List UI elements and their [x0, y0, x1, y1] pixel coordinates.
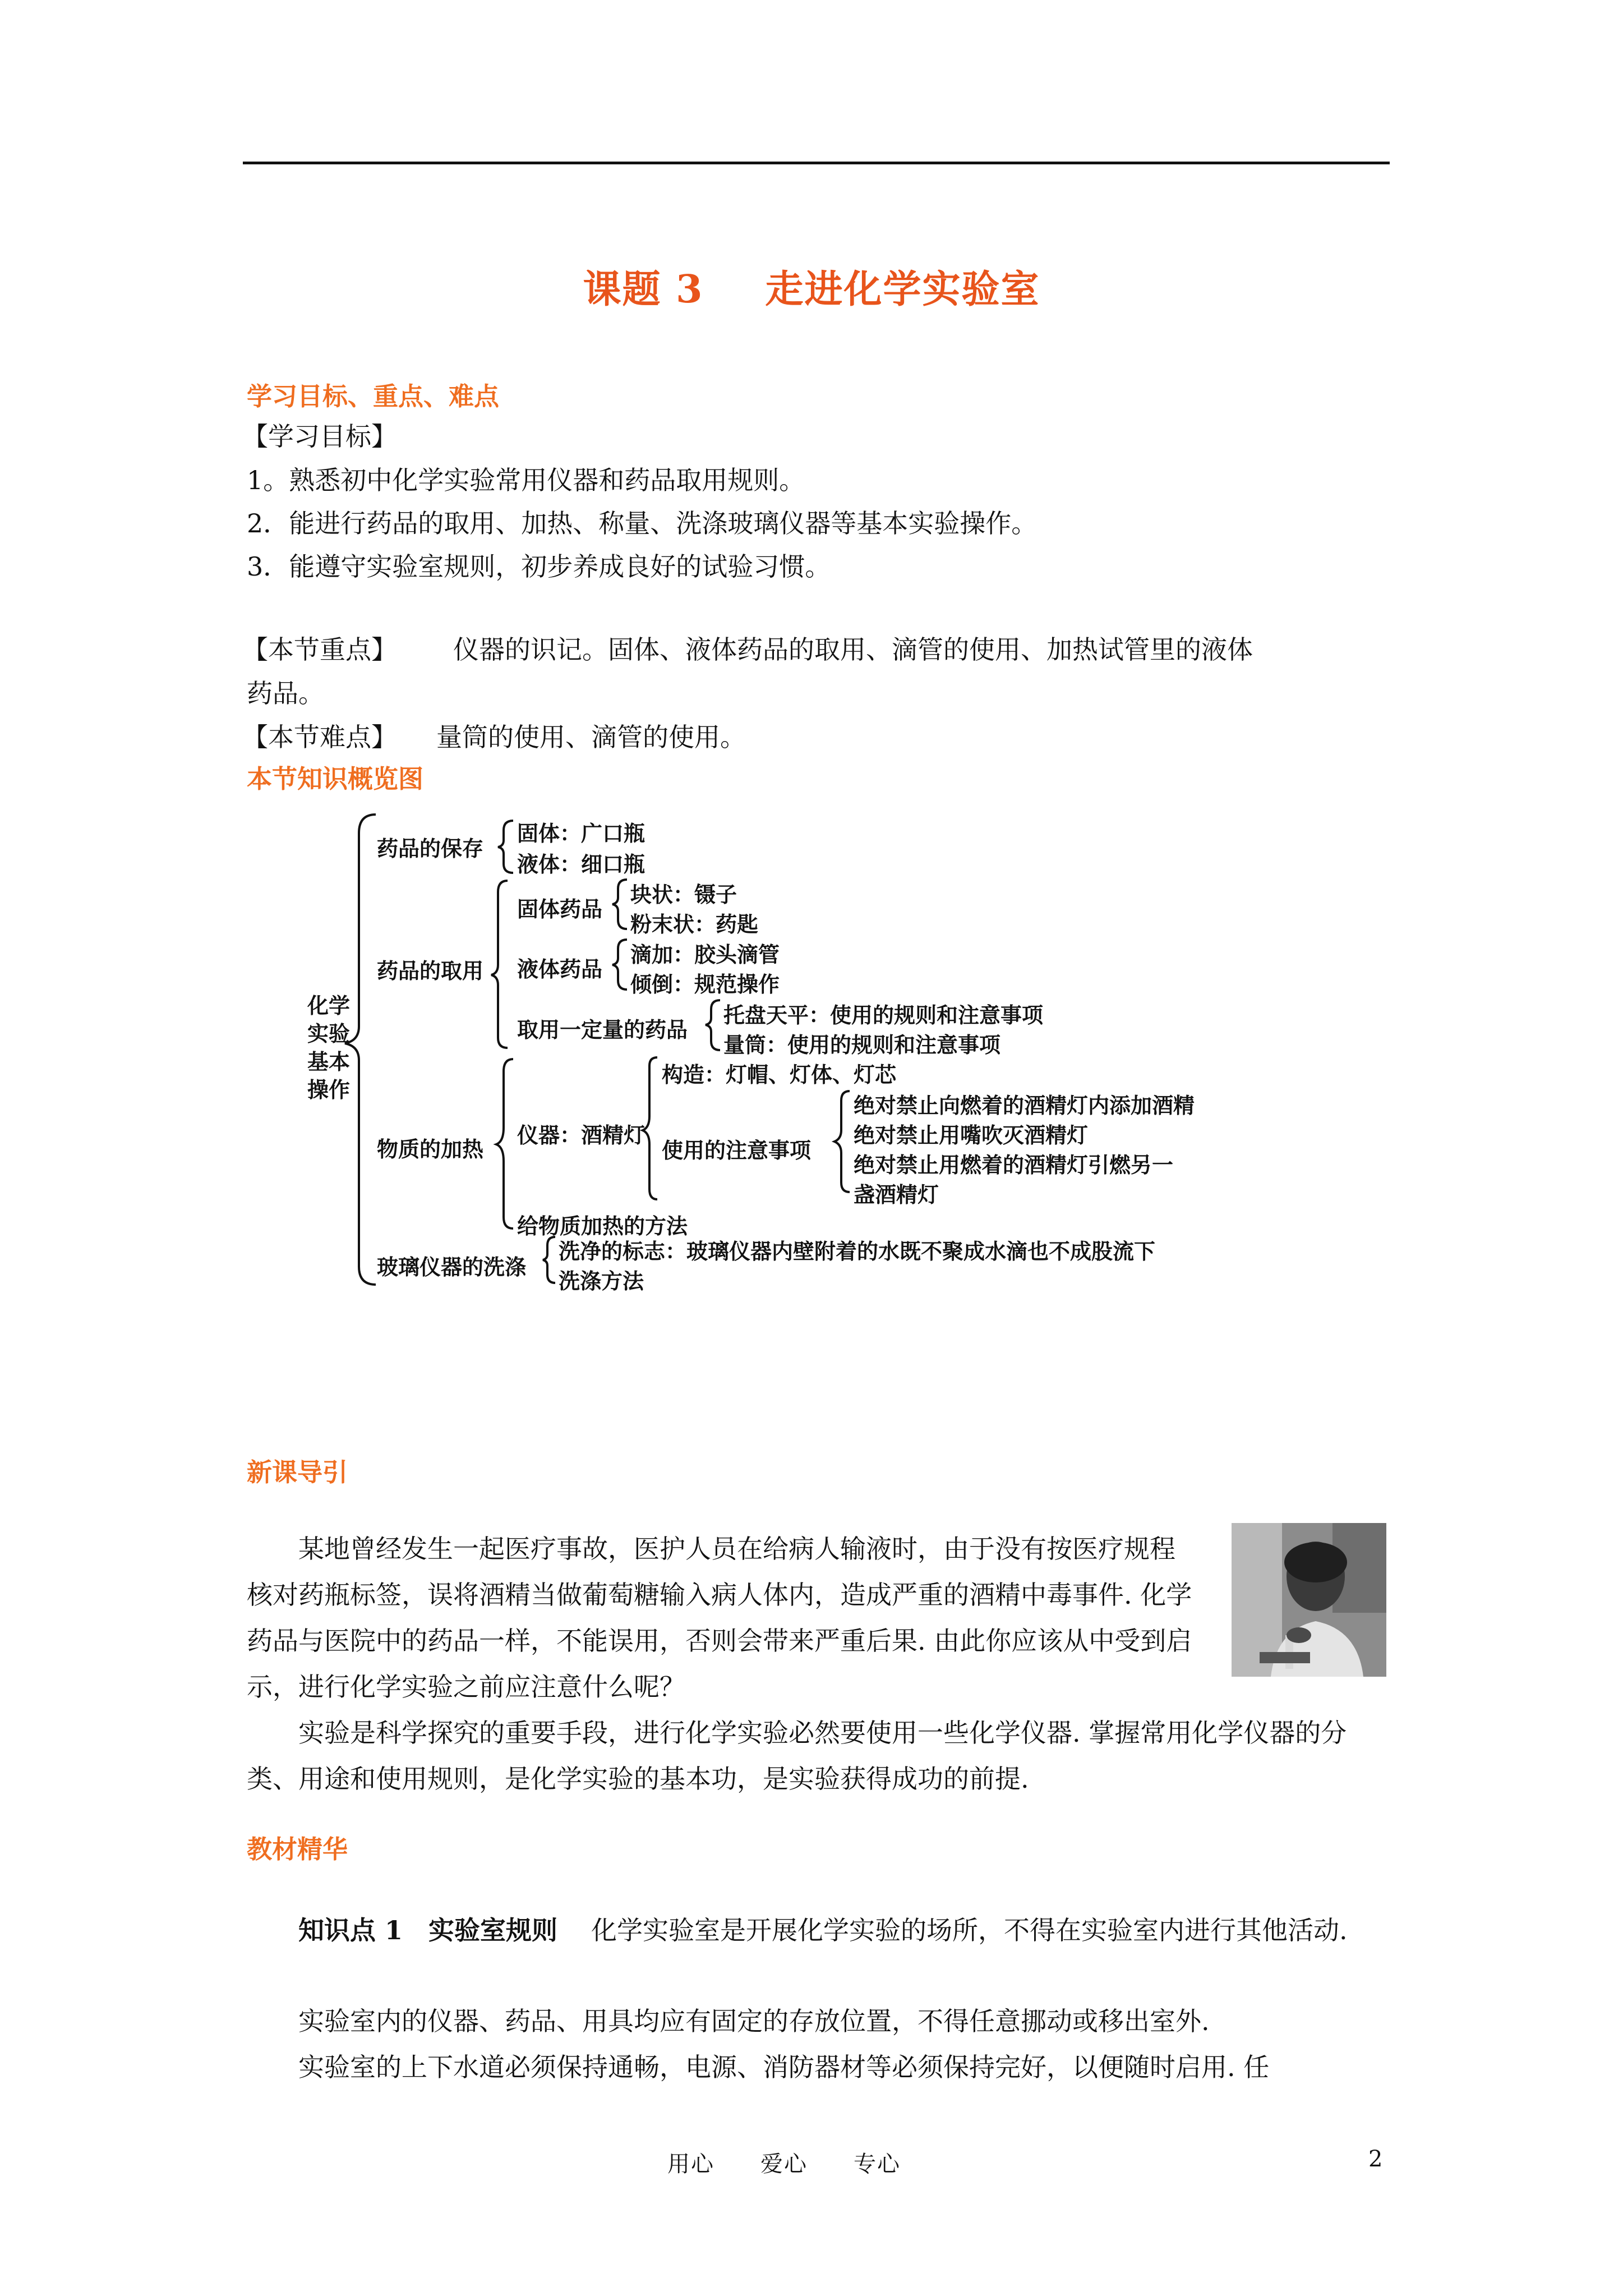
node-liquid: 液体药品 [517, 957, 603, 982]
node-note-2: 绝对禁止用嘴吹灭酒精灯 [854, 1123, 1089, 1148]
difficulty-text: 量筒的使用、滴管的使用。 [436, 722, 746, 752]
page-number: 2 [1368, 2146, 1383, 2172]
root-line-3: 基本 [307, 1050, 351, 1074]
rule-paragraph-2 [247, 2044, 1391, 2090]
overview-heading: 本节知识概览图 [247, 764, 424, 794]
node-heating: 物质的加热 [377, 1137, 484, 1162]
kp1-label: 知识点 1 实验室规则 [298, 1915, 558, 1945]
focus-label: 【本节重点】 [242, 634, 397, 665]
node-structure: 构造：灯帽、灯体、灯芯 [662, 1062, 897, 1087]
node-method: 给物质加热的方法 [517, 1214, 688, 1239]
page-footer [667, 2146, 947, 2178]
intro-paragraph-1 [247, 1526, 1200, 1710]
photo-image [1232, 1523, 1386, 1677]
node-note-3a: 绝对禁止用燃着的酒精灯引燃另一 [854, 1153, 1174, 1177]
footer-word-1: 用心 [667, 2151, 714, 2177]
goals-label: 【学习目标】 [242, 421, 397, 452]
root-line-4: 操作 [307, 1078, 351, 1102]
rule-text-2: 实验室的上下水道必须保持通畅，电源、消防器材等必须保持完好，以便随时启用. 任 [298, 2052, 1270, 2082]
rule-text-1: 实验室内的仪器、药品、用具均应有固定的存放位置，不得任意挪动或移出室外. [298, 2006, 1210, 2036]
goal-3: 3．能遵守实验室规则，初步养成良好的试验习惯。 [247, 551, 831, 582]
node-liquid-drop: 滴加：胶头滴管 [630, 942, 780, 967]
node-note-3b: 盏酒精灯 [854, 1182, 939, 1207]
rule-paragraph-1 [247, 1998, 1391, 2044]
focus-text-cont: 药品。 [247, 678, 324, 708]
essence-heading: 教材精华 [247, 1834, 348, 1864]
node-wash-method: 洗涤方法 [559, 1269, 644, 1294]
scientist-photo [1232, 1523, 1386, 1677]
node-solid: 固体药品 [517, 897, 603, 922]
root-line-2: 实验 [307, 1022, 351, 1046]
root-line-1: 化学 [307, 993, 351, 1018]
node-clean-mark: 洗净的标志：玻璃仪器内壁附着的水既不聚成水滴也不成股流下 [559, 1239, 1156, 1264]
goals-heading: 学习目标、重点、难点 [247, 381, 500, 411]
node-balance: 托盘天平：使用的规则和注意事项 [723, 1003, 1044, 1028]
node-solid-block: 块状：镊子 [630, 882, 737, 907]
node-taking: 药品的取用 [377, 959, 484, 983]
node-washing: 玻璃仪器的洗涤 [377, 1255, 527, 1280]
node-storage-solid: 固体：广口瓶 [517, 821, 645, 846]
difficulty-label: 【本节难点】 [242, 722, 397, 752]
goal-2: 2．能进行药品的取用、加热、称量、洗涤玻璃仪器等基本实验操作。 [247, 508, 1038, 539]
footer-word-2: 爱心 [760, 2151, 808, 2177]
node-liquid-pour: 倾倒：规范操作 [630, 972, 780, 997]
lesson-title: 走进化学实验室 [765, 267, 1040, 312]
goal-1: 1。熟悉初中化学实验常用仪器和药品取用规则。 [247, 465, 805, 495]
node-storage: 药品的保存 [377, 836, 484, 861]
node-notes: 使用的注意事项 [662, 1138, 811, 1163]
knowledge-point-1 [247, 1907, 1391, 1953]
intro-text-1: 某地曾经发生一起医疗事故，医护人员在给病人输液时，由于没有按医疗规程核对药瓶标签，误将酒精当做葡萄糖输入病人体内，造成严重的酒精中毒事件. 化学药品与医院中的药品一样，不能误用，否则会带来严重后果. 由此你应该从中受到启示，进行化学实验之前应注意什么呢？ [247, 1534, 1192, 1702]
root-brace [345, 815, 376, 1285]
footer-word-3: 专心 [854, 2151, 901, 2177]
node-solid-powder: 粉末状：药匙 [630, 912, 759, 937]
intro-paragraph-2 [247, 1710, 1391, 1802]
focus-text: 仪器的识记。固体、液体药品的取用、滴管的使用、加热试管里的液体 [453, 634, 1253, 665]
intro-heading: 新课导引 [247, 1457, 348, 1487]
node-storage-liquid: 液体：细口瓶 [517, 852, 645, 877]
kp1-text: 化学实验室是开展化学实验的场所，不得在实验室内进行其他活动. [591, 1915, 1348, 1945]
node-quantity: 取用一定量的药品 [517, 1018, 688, 1042]
intro-text-2: 实验是科学探究的重要手段，进行化学实验必然要使用一些化学仪器. 掌握常用化学仪器的分类、用途和使用规则，是化学实验的基本功，是实验获得成功的前提. [247, 1718, 1347, 1794]
lesson-number: 课题 3 [583, 267, 704, 312]
node-note-1: 绝对禁止向燃着的酒精灯内添加酒精 [854, 1093, 1195, 1118]
node-cylinder: 量筒：使用的规则和注意事项 [723, 1033, 1001, 1057]
node-instrument: 仪器：酒精灯 [517, 1123, 645, 1148]
